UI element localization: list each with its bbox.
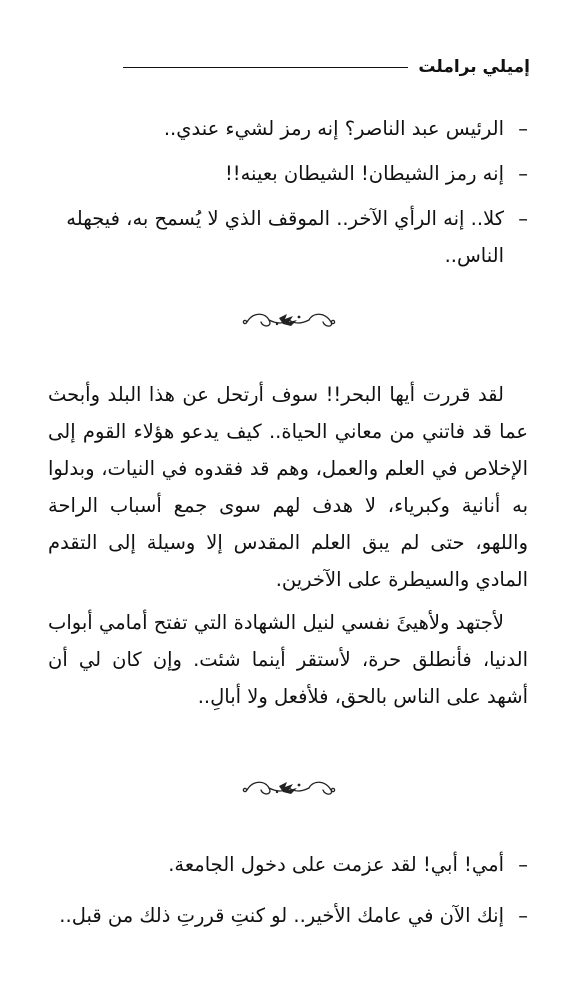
dialog-text: الرئيس عبد الناصر؟ إنه رمز لشيء عندي.. (163, 117, 504, 140)
header-rule (123, 67, 408, 68)
body-paragraphs (48, 376, 528, 715)
dialog-text: كلا.. إنه الرأي الآخر.. الموقف الذي لا يُسمح به، فيجهله الناس.. (66, 207, 504, 267)
dialog-block-top (48, 110, 528, 274)
dialog-line (48, 110, 528, 147)
dialog-dash: – (518, 904, 528, 927)
floral-ornament-icon (0, 308, 578, 332)
dialog-dash: – (518, 207, 528, 230)
dialog-line (48, 200, 528, 274)
dialog-dash: – (518, 117, 528, 140)
paragraph: لقد قررت أيها البحر!! سوف أرتحل عن هذا البلد وأبحث عما قد فاتني من معاني الحياة.. كيف يدعو هؤلاء القوم إلى الإخلاص في العلم والعمل، وهم قد فقدوه في النيات، وبدلوا به أنانية وكبرياء، لا هدف لهم سوى جمع أسباب الراحة واللهو، حتى لم يبق العلم المقدس إلا وسيلة إلى التقدم المادي والسيطرة على الآخرين. (48, 383, 528, 591)
paragraph: لأجتهد ولأهيئَ نفسي لنيل الشهادة التي تفتح أمامي أبواب الدنيا، فأنطلق حرة، لأستقر أينما شئت. وإن كان لي أن أشهد على الناس بالحق، فلأفعل ولا أبالِ.. (48, 611, 528, 708)
dialog-line (48, 897, 528, 934)
dialog-text: أمي! أبي! لقد عزمت على دخول الجامعة. (168, 853, 504, 876)
dialog-line (48, 155, 528, 192)
dialog-text: إنه رمز الشيطان! الشيطان بعينه!! (224, 162, 504, 185)
header-author: إميلي براملت (418, 57, 530, 77)
dialog-dash: – (518, 853, 528, 876)
dialog-text: إنك الآن في عامك الأخير.. لو كنتِ قررتِ ذلك من قبل.. (59, 904, 504, 927)
dialog-dash: – (518, 162, 528, 185)
dialog-line (48, 846, 528, 883)
dialog-block-bottom (48, 846, 528, 934)
running-header (52, 52, 530, 82)
floral-ornament-icon (0, 776, 578, 800)
